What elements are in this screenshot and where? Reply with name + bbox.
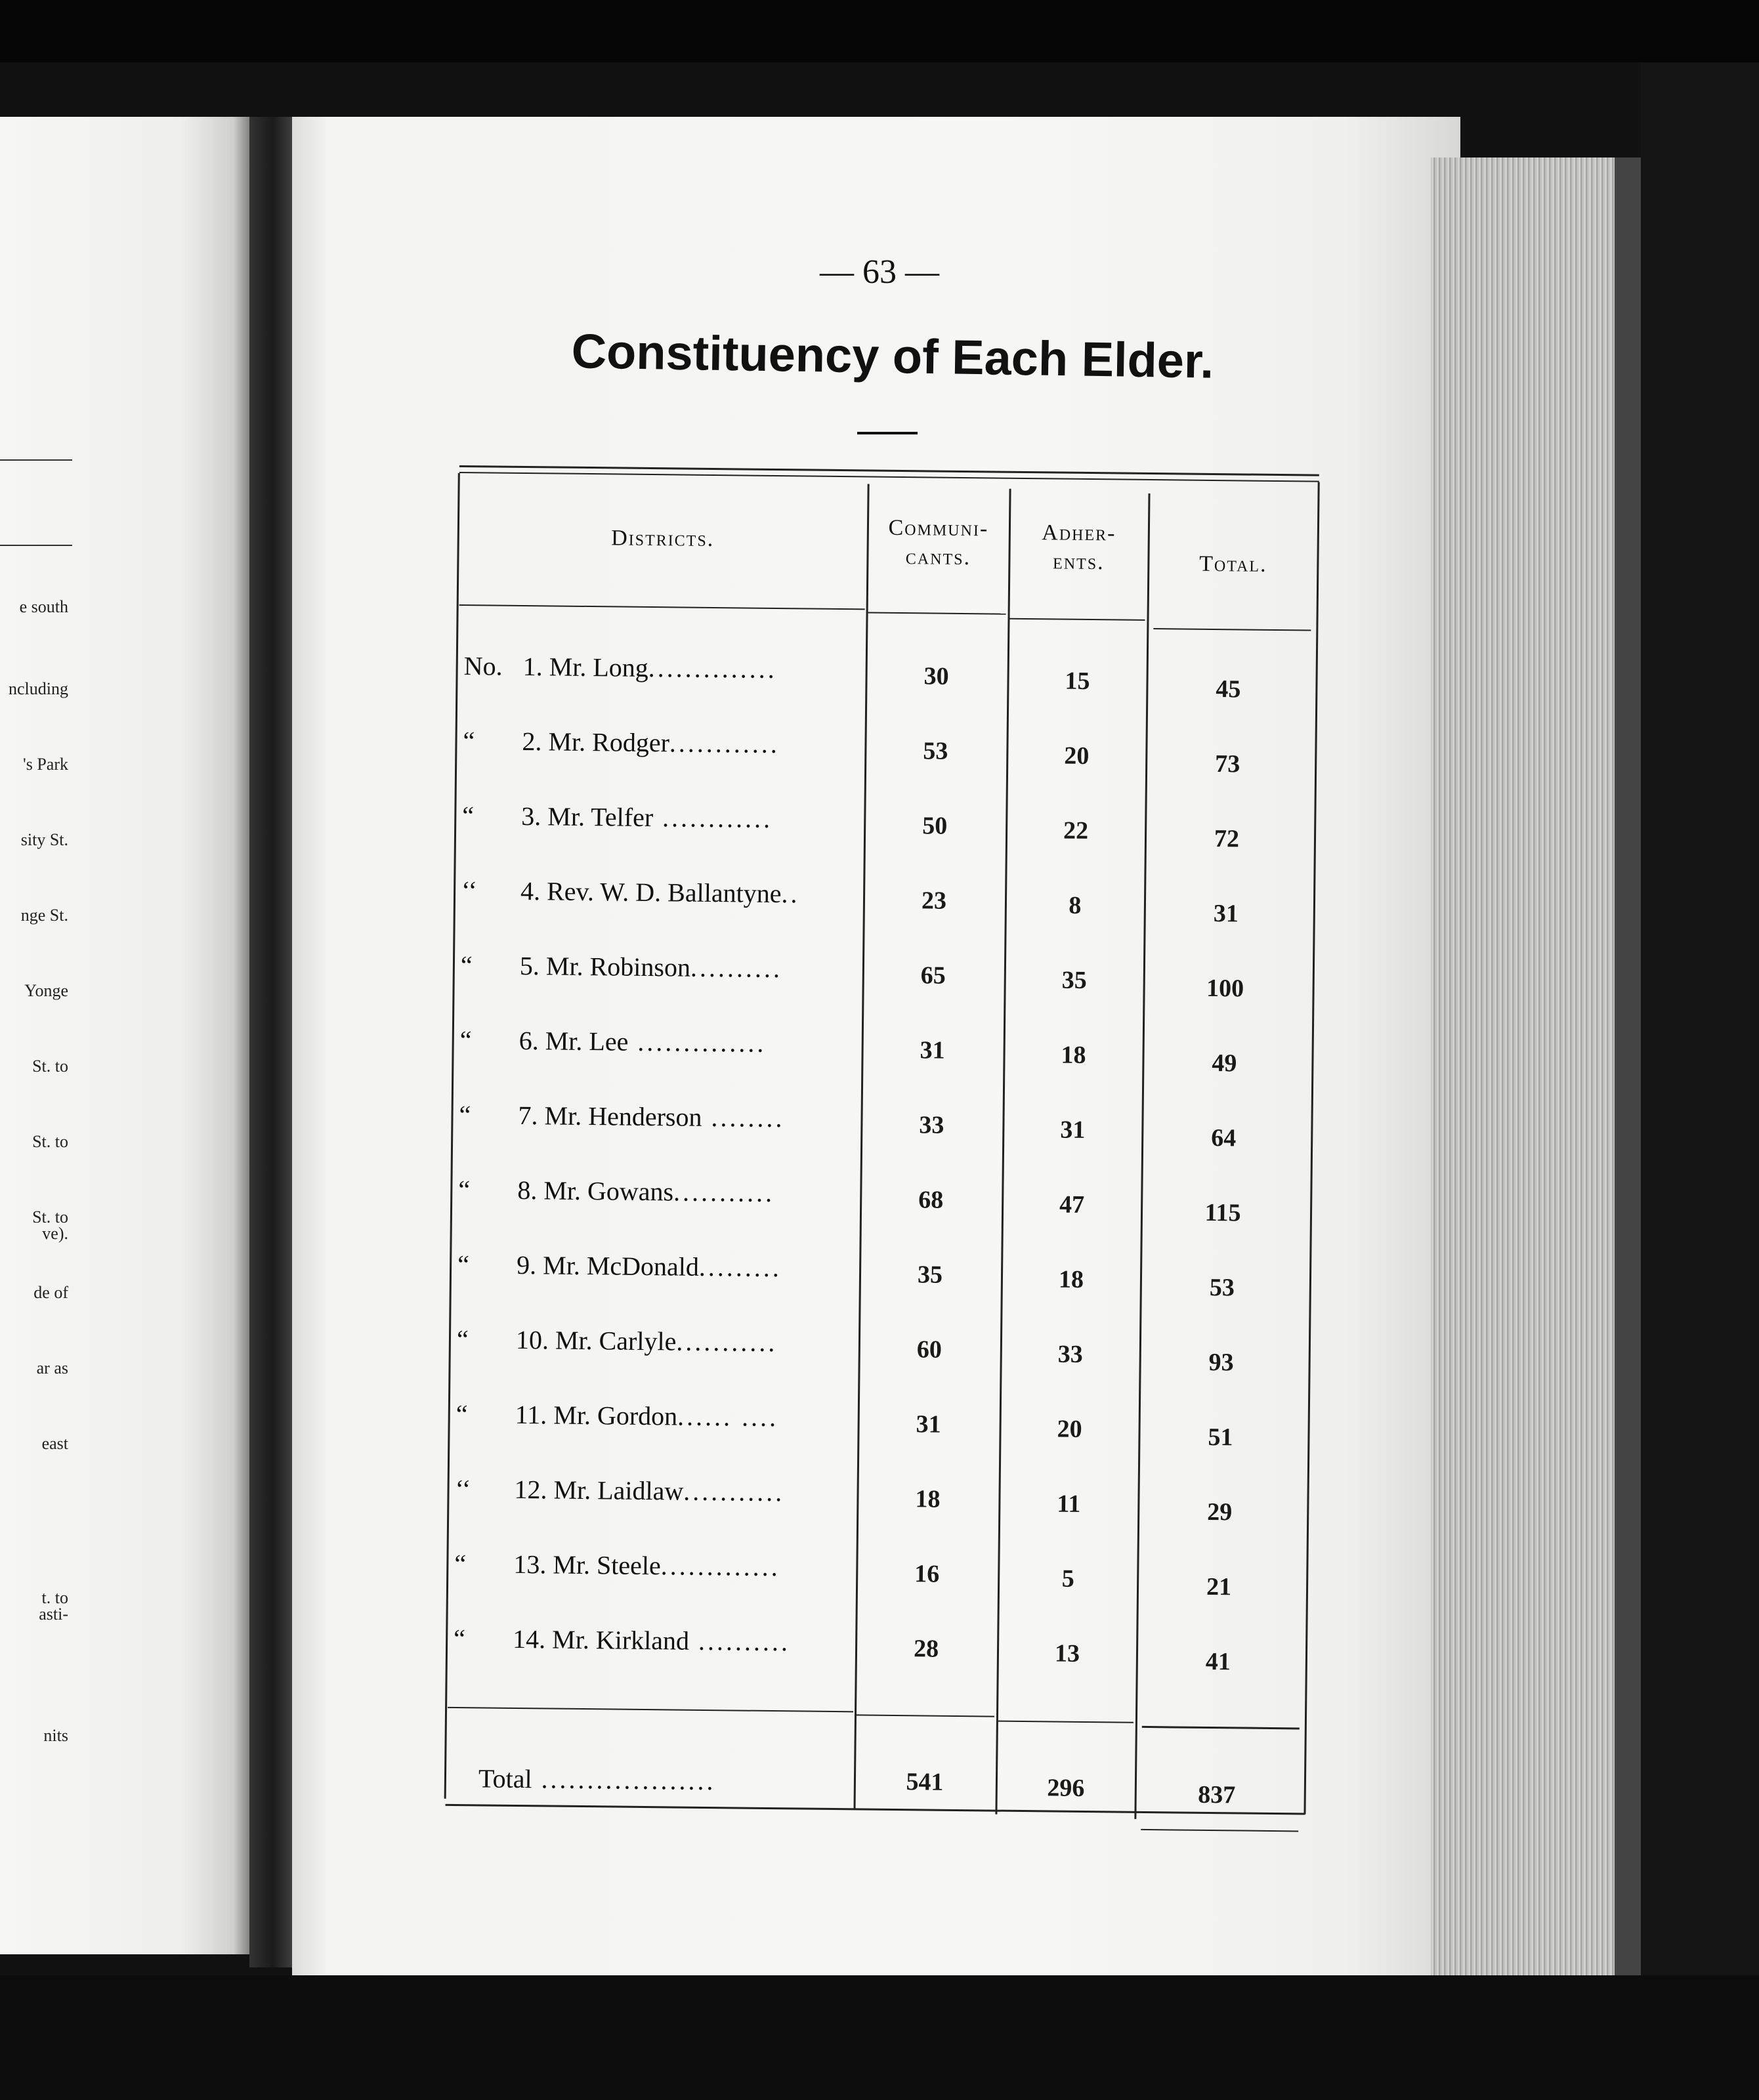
row-elder-name: 8. Mr. Gowans — [517, 1175, 674, 1207]
row-leader-dots: .. — [781, 879, 800, 909]
left-page-fragment: asti- — [39, 1605, 68, 1624]
cell-adherents: 47 — [1059, 1190, 1085, 1219]
book-gutter — [249, 117, 295, 1967]
cell-adherents: 33 — [1057, 1340, 1083, 1368]
row-elder-name: 6. Mr. Lee — [519, 1025, 629, 1057]
row-prefix: “ — [460, 950, 473, 980]
left-page-fragment: e south — [19, 597, 68, 616]
cell-total: 21 — [1206, 1572, 1232, 1601]
row-leader-dots: ............ — [652, 803, 773, 833]
row-prefix: “ — [462, 801, 475, 831]
total-rule-communicants — [857, 1714, 994, 1717]
cell-communicants: 50 — [922, 812, 948, 840]
cell-total: 73 — [1214, 750, 1240, 778]
header-communicants: Communi- cants. — [888, 515, 989, 570]
row-prefix: No. — [463, 651, 503, 681]
table-row-district — [461, 950, 855, 984]
page-edges — [1431, 158, 1628, 2015]
table-row-district — [457, 1249, 851, 1284]
cell-communicants: 16 — [914, 1560, 940, 1588]
cell-total: 51 — [1208, 1423, 1233, 1452]
row-prefix: “ — [459, 1099, 471, 1130]
row-prefix: “ — [453, 1623, 466, 1654]
table-row-district — [459, 1099, 853, 1134]
cell-total: 72 — [1214, 825, 1240, 853]
column-divider-2 — [995, 489, 1011, 1815]
table-row-district — [458, 1174, 852, 1209]
row-elder-name: 10. Mr. Carlyle — [515, 1324, 677, 1356]
total-rule-districts — [448, 1707, 853, 1712]
left-page-fragment: 's Park — [23, 755, 68, 774]
cell-total: 53 — [1209, 1273, 1235, 1302]
row-elder-name: 9. Mr. McDonald — [516, 1250, 700, 1282]
cell-total: 31 — [1213, 900, 1239, 928]
left-page-fragment: St. to — [32, 1132, 68, 1151]
row-leader-dots: ........... — [676, 1326, 778, 1358]
cell-communicants: 33 — [919, 1111, 944, 1139]
left-page-fragment: de of — [33, 1283, 68, 1302]
row-elder-name: 7. Mr. Henderson — [518, 1100, 702, 1132]
row-leader-dots: ........ — [702, 1102, 785, 1133]
row-leader-dots: .......... — [690, 952, 783, 984]
cell-adherents: 35 — [1061, 966, 1087, 994]
cell-communicants: 68 — [918, 1186, 944, 1214]
header-adherents: Adher- ents. — [1042, 520, 1116, 575]
row-prefix: “ — [456, 1324, 469, 1354]
cell-communicants: 35 — [917, 1261, 943, 1289]
header-rule-total — [1153, 628, 1311, 631]
row-elder-name: 13. Mr. Steele — [513, 1549, 662, 1581]
row-leader-dots: ...... .... — [677, 1401, 779, 1433]
left-page-fragment: ar as — [36, 1358, 68, 1377]
cell-communicants: 28 — [913, 1635, 939, 1663]
cell-communicants: 31 — [920, 1036, 945, 1064]
cell-total: 115 — [1204, 1198, 1241, 1227]
table-row-district — [461, 875, 855, 910]
row-elder-name: 11. Mr. Gordon — [515, 1399, 678, 1431]
elder-constituency-table — [386, 459, 1326, 1854]
table-bottom-rule-total — [1141, 1829, 1298, 1832]
cell-adherents: 15 — [1065, 667, 1090, 696]
book-cover-edge — [1615, 158, 1641, 2015]
row-prefix: ‘‘ — [455, 1473, 471, 1504]
column-divider-3 — [1134, 494, 1150, 1819]
header-rule-districts — [459, 604, 865, 610]
left-page-fragment: ve). — [42, 1224, 68, 1243]
cell-communicants: 18 — [915, 1485, 941, 1513]
row-leader-dots: ............ — [669, 728, 780, 759]
cell-adherents: 13 — [1054, 1639, 1080, 1668]
cell-communicants: 60 — [916, 1335, 943, 1364]
row-prefix: “ — [454, 1548, 467, 1579]
table-bottom-rule — [446, 1804, 1305, 1815]
left-page-fragment: ncluding — [9, 679, 68, 698]
table-row-district — [463, 725, 857, 760]
row-leader-dots: ......... — [698, 1251, 782, 1283]
table-row-district — [462, 800, 856, 835]
header-rule-communicants — [868, 612, 1006, 614]
cell-total: 93 — [1208, 1348, 1234, 1377]
total-total: 837 — [1198, 1780, 1236, 1809]
left-page-fragment: St. to — [32, 1057, 68, 1076]
cell-adherents: 22 — [1063, 816, 1089, 845]
cell-communicants: 53 — [923, 737, 948, 765]
cell-total: 49 — [1212, 1049, 1237, 1078]
left-page-fragment: east — [41, 1434, 68, 1453]
scan-right-border — [1641, 62, 1759, 2100]
row-leader-dots: .............. — [648, 652, 778, 684]
row-leader-dots: .......... — [689, 1626, 791, 1657]
cell-adherents: 31 — [1060, 1116, 1086, 1144]
row-prefix: “ — [457, 1249, 470, 1280]
table-row-district — [463, 650, 857, 685]
table-row-district — [454, 1623, 847, 1658]
row-leader-dots: ........... — [683, 1476, 785, 1507]
cell-adherents: 11 — [1057, 1490, 1081, 1518]
cell-adherents: 8 — [1069, 891, 1082, 919]
row-prefix: “ — [458, 1174, 471, 1205]
page-title: Constituency of Each Elder. — [571, 324, 1214, 388]
cell-communicants: 65 — [920, 961, 946, 990]
row-elder-name: 4. Rev. W. D. Ballantyne — [520, 875, 782, 909]
left-page-fragment: nge St. — [20, 906, 68, 925]
title-rule — [857, 432, 918, 434]
row-elder-name: 2. Mr. Rodger — [522, 726, 670, 758]
left-page-fragment: Yonge — [24, 981, 68, 1000]
header-total: Total. — [1199, 551, 1267, 577]
cell-total: 100 — [1206, 974, 1244, 1003]
row-prefix: “ — [463, 726, 475, 756]
cell-communicants: 31 — [916, 1410, 941, 1438]
page-number: — 63 — — [820, 253, 939, 291]
row-prefix: “ — [459, 1025, 472, 1055]
left-page-rule — [0, 459, 72, 461]
cell-adherents: 18 — [1058, 1265, 1084, 1293]
cell-communicants: 30 — [923, 662, 949, 690]
table-row-district — [456, 1398, 850, 1433]
row-elder-name: 3. Mr. Telfer — [521, 801, 654, 833]
cell-adherents: 20 — [1057, 1415, 1082, 1443]
total-rule-total — [1142, 1726, 1300, 1730]
cell-total: 41 — [1205, 1647, 1231, 1676]
header-districts: Districts. — [611, 526, 715, 552]
cell-total: 64 — [1211, 1124, 1237, 1152]
cell-communicants: 23 — [921, 887, 947, 915]
left-page-fragment: nits — [43, 1726, 68, 1745]
cell-adherents: 20 — [1064, 742, 1090, 770]
cell-adherents: 5 — [1061, 1564, 1074, 1593]
table-row-district — [459, 1024, 853, 1059]
scan-top-border — [0, 0, 1759, 62]
row-leader-dots: ............. — [660, 1551, 781, 1582]
table-left-border — [444, 473, 460, 1799]
row-elder-name: 14. Mr. Kirkland — [512, 1624, 690, 1656]
total-rule-adherents — [998, 1721, 1134, 1723]
cell-total: 45 — [1216, 675, 1241, 704]
left-page-rule — [0, 545, 72, 546]
row-elder-name: 5. Mr. Robinson — [519, 950, 691, 982]
left-page-fragment: t. to — [41, 1588, 68, 1607]
cell-total: 29 — [1207, 1498, 1233, 1526]
row-elder-name: 12. Mr. Laidlaw — [514, 1474, 684, 1506]
cell-adherents: 18 — [1061, 1041, 1086, 1069]
header-rule-adherents — [1009, 618, 1145, 621]
scan-bottom-border — [0, 1975, 1759, 2100]
row-prefix: “ — [456, 1398, 468, 1429]
left-page-text-fragments — [0, 459, 72, 1772]
row-leader-dots: ........... — [673, 1177, 775, 1208]
total-communicants: 541 — [906, 1768, 944, 1796]
row-prefix: ‘‘ — [461, 875, 478, 906]
row-elder-name: 1. Mr. Long — [522, 651, 649, 682]
total-adherents: 296 — [1047, 1774, 1085, 1803]
table-row-district — [457, 1324, 851, 1358]
table-row-district — [455, 1473, 849, 1508]
table-row-district — [454, 1548, 848, 1583]
row-leader-dots: .............. — [628, 1026, 767, 1058]
left-page-fragment: St. to — [32, 1208, 68, 1227]
left-page-fragment: sity St. — [20, 830, 68, 849]
total-row-label: Total ................... — [478, 1763, 716, 1796]
